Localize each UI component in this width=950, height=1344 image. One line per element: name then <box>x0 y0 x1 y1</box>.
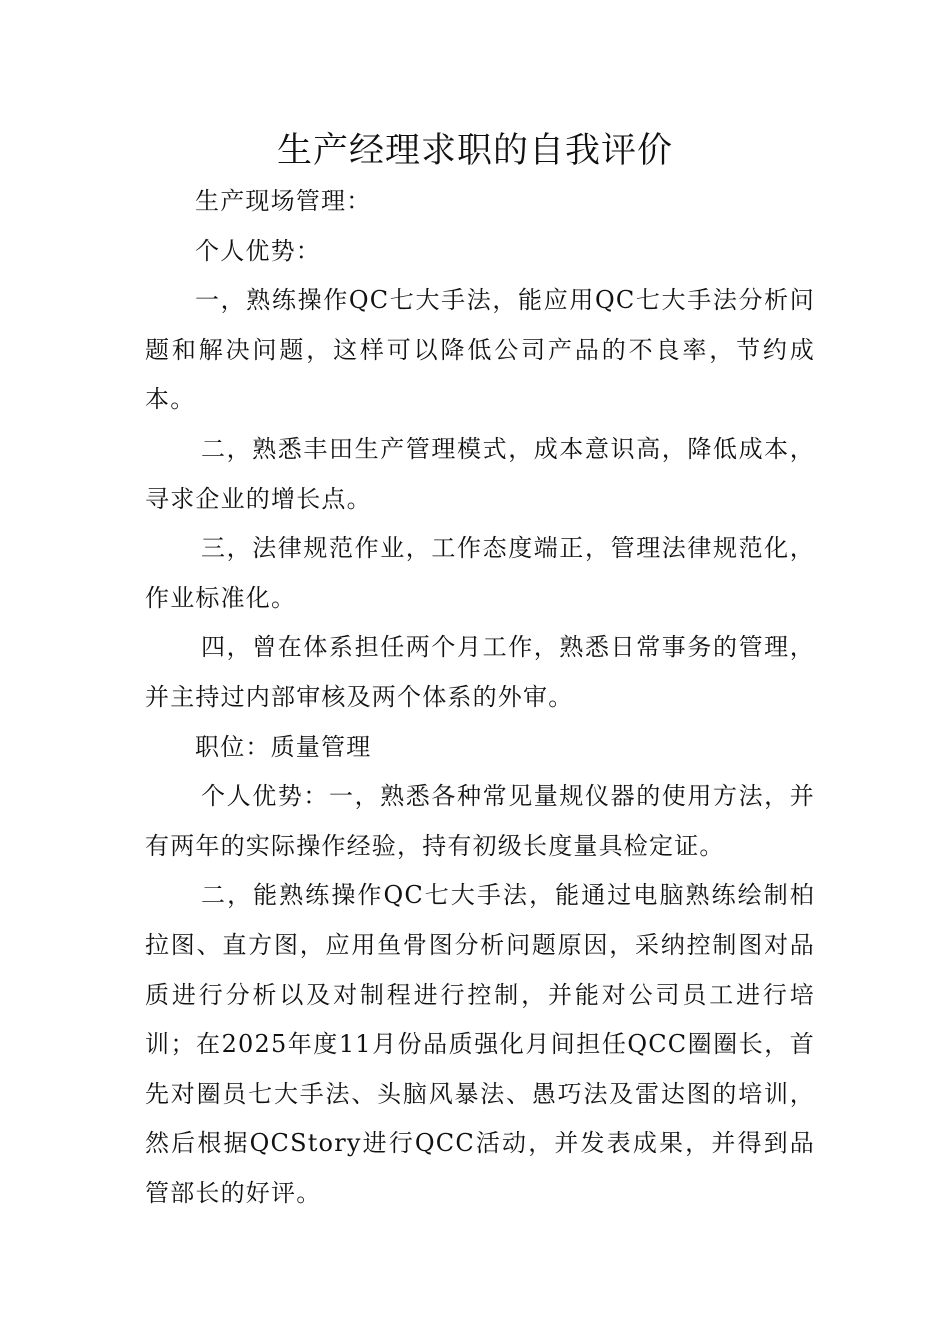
paragraph-advantages-heading: 个人优势： <box>195 236 321 265</box>
paragraph-advantage-3: 三，法律规范作业，工作态度端正，管理法律规范化，作业标准化。 <box>145 534 815 612</box>
paragraph-advantage-4: 四，曾在体系担任两个月工作，熟悉日常事务的管理，并主持过内部审核及两个体系的外审。 <box>145 633 815 711</box>
paragraph-advantage-2: 二，熟悉丰田生产管理模式，成本意识高，降低成本，寻求企业的增长点。 <box>145 434 815 513</box>
paragraph-position-quality: 职位：质量管理 <box>195 732 372 761</box>
paragraph-quality-advantage-1: 个人优势：一，熟悉各种常见量规仪器的使用方法，并有两年的实际操作经验，持有初级长度量具检定证。 <box>145 782 815 860</box>
paragraph-advantage-1: 一，熟练操作QC七大手法，能应用QC七大手法分析问题和解决问题，这样可以降低公司产品的不良率，节约成本。 <box>145 286 815 414</box>
paragraph-section-heading-production: 生产现场管理： <box>195 187 372 215</box>
document-body <box>145 177 815 1218</box>
document-title: 生产经理求职的自我评价 <box>276 131 673 171</box>
paragraph-quality-advantage-2: 二，能熟练操作QC七大手法，能通过电脑熟练绘制柏拉图、直方图，应用鱼骨图分析问题原因，采纳控制图对品质进行分析以及对制程进行控制，并能对公司员工进行培训；在2025年度11月份品质强化月间担任QCC圈圈长，首先对圈员七大手法、头脑风暴法、愚巧法及雷达图的培训，然后根据QCStory进行QCC活动，并发表成果，并得到品管部长的好评。 <box>145 881 815 1207</box>
